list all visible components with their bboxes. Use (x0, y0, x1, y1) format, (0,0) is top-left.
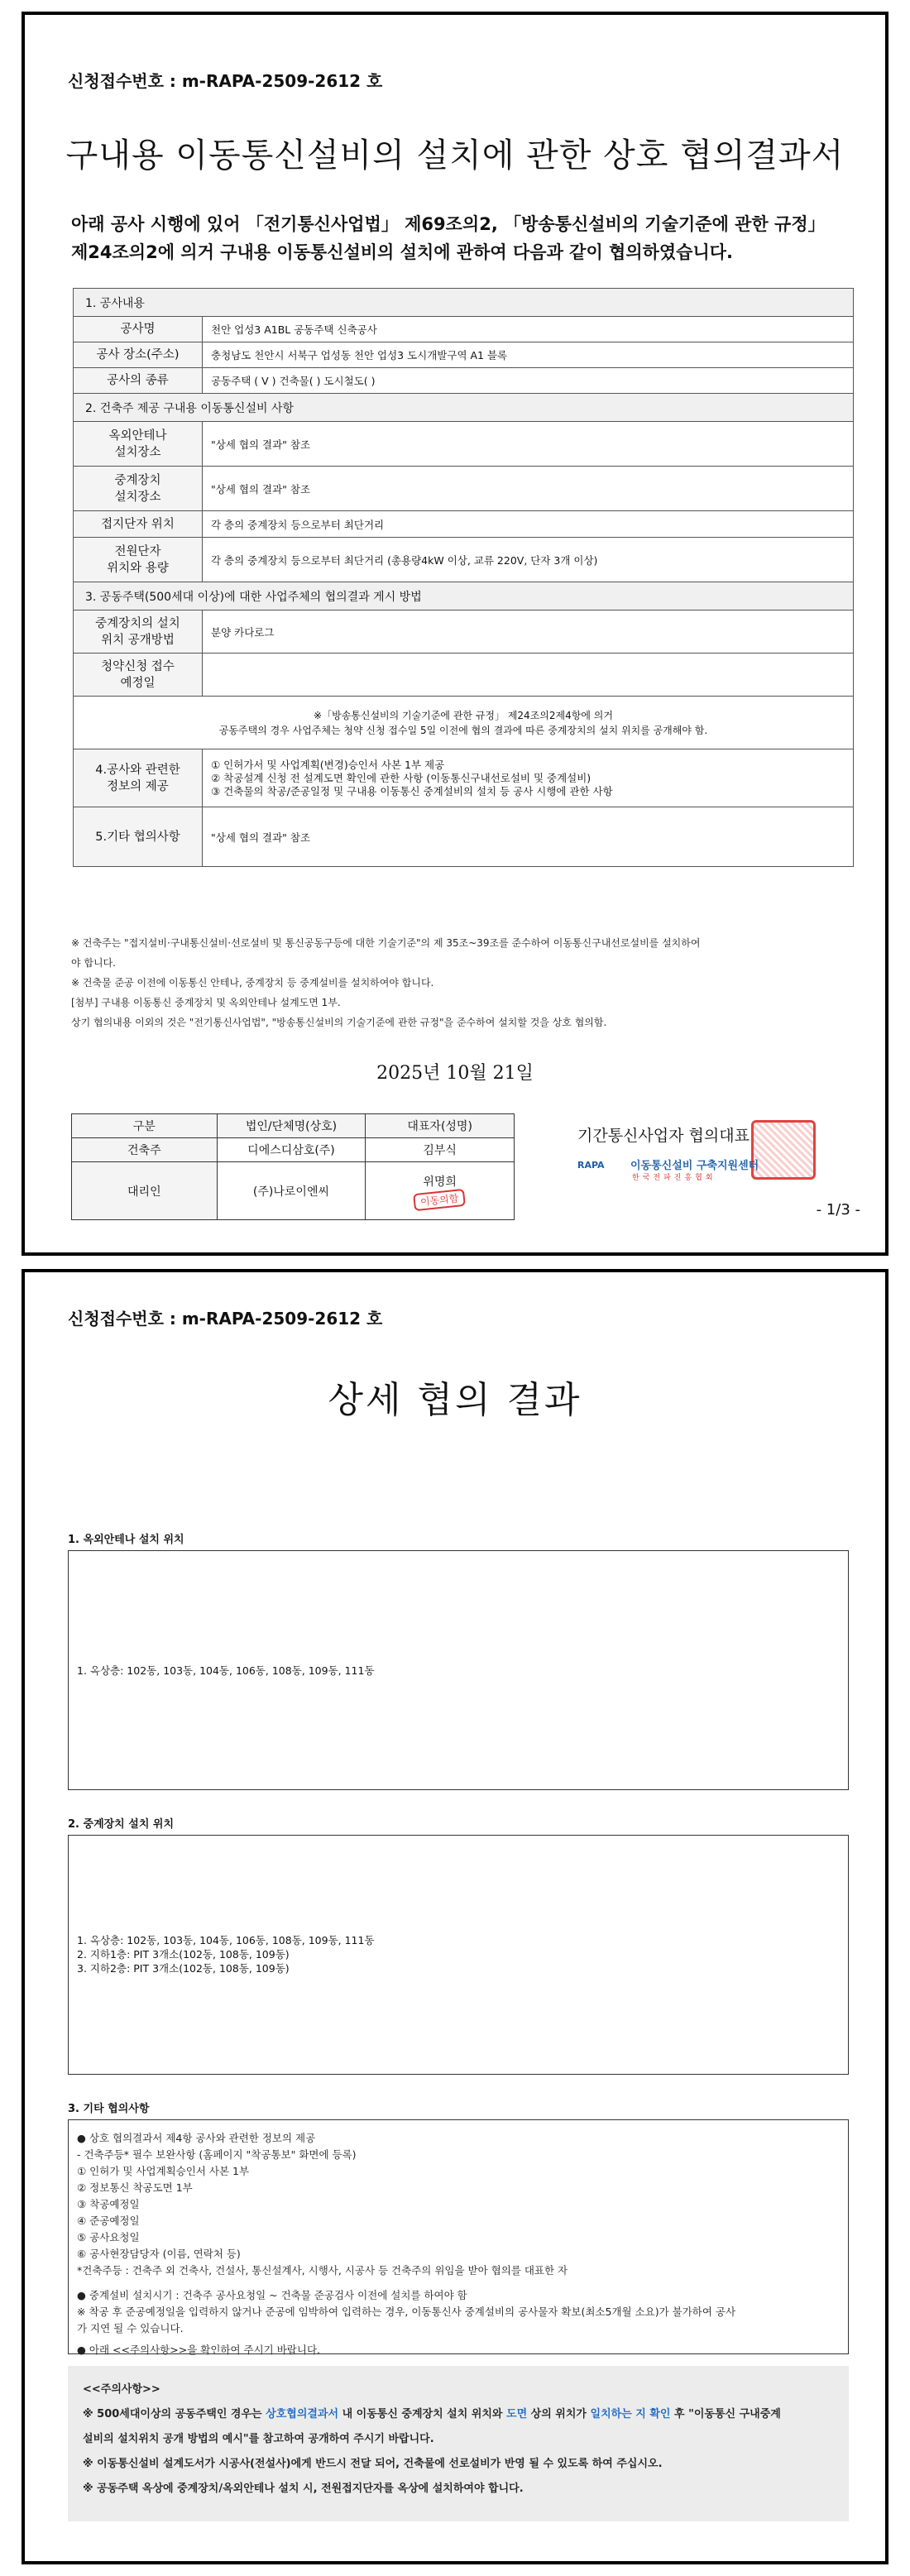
owner-rep: 김부식 (366, 1138, 515, 1162)
antenna-location-label (74, 422, 203, 467)
other-line-11: ※ 착공 후 준공예정일을 입력하지 않거나 준공에 임박하여 입력하는 경우, 이동통신사 중계설비의 공사물자 확보(최소5개월 소요)가 불가하여 공사 (77, 2305, 736, 2318)
disclosure-notice (74, 697, 854, 749)
info-item-1: ① 인허가서 및 사업계획(변경)승인서 사본 1부 제공 (211, 758, 445, 771)
relay-lines (77, 1933, 375, 1975)
caution-line-1 (83, 2402, 834, 2427)
antenna-location-value: "상세 협의 결과" 참조 (203, 422, 854, 467)
footnote-1-cont: 야 합니다. (71, 957, 116, 969)
other-line-6: ④ 준공예정일 (77, 2214, 140, 2227)
document-page-1 (22, 12, 888, 1256)
caution-1e: 상의 위치가 (527, 2408, 591, 2420)
info-item-2: ② 착공설계 신청 전 설계도면 확인에 관한 사항 (이동통신구내선로설비 및 중계설비) (211, 771, 592, 784)
antenna-location-box (68, 1550, 849, 1790)
section-2-header: 2. 건축주 제공 구내용 이동통신설비 사항 (74, 394, 854, 422)
rapa-org-sub: 한국전파진흥협회 (632, 1174, 716, 1182)
other-line-3: ① 인허가 및 사업계획승인서 사본 1부 (77, 2165, 250, 2177)
project-type-label: 공사의 종류 (74, 368, 203, 394)
caution-line-2: ※ 이동통신설비 설계도서가 시공사(전설사)에게 반드시 전달 되어, 건축물에 선로설비가 반영 될 수 있도록 하여 주십시오. (83, 2458, 663, 2470)
relay-label-line-2: 설치장소 (114, 490, 161, 504)
relay-section-title: 2. 중계장치 설치 위치 (68, 1818, 175, 1831)
rapa-org-name: 이동통신설비 구축지원센터 (630, 1160, 759, 1172)
relay-location-value: "상세 협의 결과" 참조 (203, 467, 854, 511)
caution-1c: 내 이동통신 중계장치 설치 위치와 (338, 2408, 507, 2420)
info-provision-list (203, 749, 854, 807)
caution-title: <<주의사항>> (83, 2383, 160, 2396)
agent-rep: 위명희 (423, 1175, 457, 1189)
other-line-10: ● 중계설비 설치시기 : 건축주 공사요청일 ~ 건축물 준공검사 이전에 설치를 하여야 함 (77, 2289, 467, 2301)
agreement-table (73, 288, 854, 867)
footnote-3: [첨부] 구내용 이동통신 중계장치 및 옥외안테나 설계도면 1부. (71, 997, 341, 1008)
owner-corp: 디에스디삼호(주) (217, 1138, 366, 1162)
antenna-line-1: 1. 옥상층: 102동, 103동, 104동, 106동, 108동, 109동, 111동 (77, 1664, 375, 1677)
other-line-9: *건축주등 : 건축주 외 건축사, 건설사, 통신설계사, 시행사, 시공사 등 건축주의 위임을 받아 협의를 대표한 자 (77, 2264, 568, 2277)
relay-label-line-1: 중계장치 (114, 473, 161, 487)
ground-terminal-label: 접지단자 위치 (74, 511, 203, 538)
other-agreement-value: "상세 협의 결과" 참조 (203, 807, 854, 867)
sign-header-rep: 대표자(성명) (366, 1114, 515, 1138)
section-1-header: 1. 공사내용 (74, 289, 854, 317)
caution-1-link-drawing: 도면 (506, 2408, 528, 2420)
carrier-representative (577, 1120, 826, 1186)
subscription-label-line-1: 청약신청 접수 (101, 659, 175, 673)
project-location-label: 공사 장소(주소) (74, 342, 203, 368)
antenna-section-title: 1. 옥외안테나 설치 위치 (68, 1534, 184, 1546)
disclosure-method-value: 분양 카다로그 (203, 610, 854, 654)
other-line-1: ● 상호 협의결과서 제4항 공사와 관련한 정보의 제공 (77, 2132, 316, 2144)
document-page-2 (22, 1269, 888, 2564)
other-agreement-label: 5.기타 협의사항 (74, 807, 203, 867)
agent-stamp: 이동의함 (414, 1189, 467, 1211)
project-name-label: 공사명 (74, 317, 203, 342)
official-seal-icon (751, 1120, 816, 1180)
other-line-5: ③ 착공예정일 (77, 2198, 140, 2210)
disclosure-label-line-1: 중계장치의 설치 (95, 616, 180, 630)
section-3-header: 3. 공동주택(500세대 이상)에 대한 사업주체의 협의결과 게시 방법 (74, 582, 854, 610)
notice-line-2: 공동주택의 경우 사업주체는 청약 신청 접수일 5일 이전에 협의 결과에 따른 중계장치의 설치 위치를 공개해야 함. (218, 724, 708, 736)
info-provision-label (74, 749, 203, 807)
intro-text (71, 210, 857, 266)
info-label-line-2: 정보의 제공 (107, 779, 169, 793)
power-terminal-label (74, 538, 203, 582)
other-line-13: ● 아래 <<주의사항>>을 확인하여 주시기 바랍니다. (77, 2344, 320, 2356)
relay-line-2: 2. 지하1층: PIT 3개소(102동, 108동, 109동) (77, 1948, 290, 1961)
subscription-date-label (74, 654, 203, 697)
footnote-2: ※ 건축물 준공 이전에 이동통신 안테나, 중계장치 등 중계설비를 설치하여야 합니다. (71, 977, 434, 989)
caution-1g: 후 "이동통신 구내중계 (670, 2408, 781, 2420)
project-location-value: 충청남도 천안시 서북구 업성동 천안 업성3 도시개발구역 A1 블록 (203, 342, 854, 368)
project-name-value: 천안 업성3 A1BL 공동주택 신축공사 (203, 317, 854, 342)
relay-location-label (74, 467, 203, 511)
rapa-logo: RAPA (577, 1160, 605, 1171)
antenna-label-line-2: 설치장소 (114, 445, 161, 459)
agreement-date: 2025년 10월 21일 (376, 1063, 534, 1084)
disclosure-method-label (74, 610, 203, 654)
caution-line-1-cont: 설비의 설치위치 공개 방법의 예시"를 참고하여 공개하여 주시기 바랍니다. (83, 2433, 434, 2445)
signature-table (71, 1113, 515, 1220)
page-number: - 1/3 - (816, 1201, 860, 1219)
relay-line-1: 1. 옥상층: 102동, 103동, 104동, 106동, 108동, 109동, 111동 (77, 1934, 375, 1946)
page-title: 구내용 이동통신설비의 설치에 관한 상호 협의결과서 (65, 136, 845, 175)
other-line-7: ⑤ 공사요청일 (77, 2231, 140, 2243)
owner-label: 건축주 (72, 1138, 218, 1162)
detail-title: 상세 협의 결과 (328, 1379, 582, 1421)
other-agreement-box (68, 2119, 849, 2354)
sign-header-division: 구분 (72, 1114, 218, 1138)
caution-1-link-match: 일치하는 지 확인 (590, 2408, 671, 2420)
info-item-3: ③ 건축물의 착공/준공일정 및 구내용 이동통신 중계설비의 설치 등 공사 시행에 관한 사항 (211, 784, 613, 797)
power-label-line-1: 전원단자 (114, 544, 161, 558)
power-terminal-value: 각 층의 중계장치 등으로부터 최단거리 (총용량4kW 이상, 교류 220V, 단자 3개 이상) (203, 538, 854, 582)
other-line-12: 가 지연 될 수 있습니다. (77, 2322, 184, 2334)
subscription-date-value (203, 654, 854, 697)
relay-line-3: 3. 지하2층: PIT 3개소(102동, 108동, 109동) (77, 1962, 290, 1975)
disclosure-label-line-2: 위치 공개방법 (101, 633, 175, 647)
agent-rep-cell (366, 1162, 515, 1220)
ground-terminal-value: 각 층의 중계장치 등으로부터 최단거리 (203, 511, 854, 538)
notice-line-1: ※「방송통신설비의 기술기준에 관한 규정」 제24조의2제4항에 의거 (314, 709, 613, 721)
sign-header-corp: 법인/단체명(상호) (217, 1114, 366, 1138)
carrier-rep-label: 기간통신사업자 협의대표 (577, 1127, 750, 1145)
agent-corp: (주)나로이엔씨 (217, 1162, 366, 1220)
intro-line-1: 아래 공사 시행에 있어 「전기통신사업법」 제69조의2, 「방송통신설비의 기술기준에 관한 규정」 (71, 214, 826, 234)
other-line-4: ② 정보통신 착공도면 1부 (77, 2181, 193, 2194)
other-section-title: 3. 기타 협의사항 (68, 2103, 150, 2115)
registration-number-2: 신청접수번호 : m-RAPA-2509-2612 호 (68, 1309, 383, 1329)
footnotes (71, 933, 857, 1032)
power-label-line-2: 위치와 용량 (107, 561, 169, 575)
footnote-1: ※ 건축주는 "접지설비·구내통신설비·선로설비 및 통신공동구등에 대한 기술기준"의 제 35조~39조를 준수하여 이동통신구내선로설비를 설치하여 (71, 937, 701, 949)
project-type-value: 공동주택 ( V ) 건축물( ) 도시철도( ) (203, 368, 854, 394)
other-line-8: ⑥ 공사현장담당자 (이름, 연락처 등) (77, 2248, 241, 2260)
footnote-4: 상기 협의내용 이외의 것은 "전기통신사업법", "방송통신설비의 기술기준에 관한 규정"을 준수하여 설치할 것을 상호 협의함. (71, 1017, 607, 1028)
caution-1-link-result: 상호협의결과서 (266, 2408, 339, 2420)
subscription-label-line-2: 예정일 (120, 676, 156, 690)
other-lines (77, 2130, 735, 2358)
caution-box (68, 2366, 849, 2521)
agent-label: 대리인 (72, 1162, 218, 1220)
intro-line-2: 제24조의2에 의거 구내용 이동통신설비의 설치에 관하여 다음과 같이 협의하였습니다. (71, 242, 734, 262)
other-line-2: - 건축주등* 필수 보완사항 (홈페이지 "착공통보" 화면에 등록) (77, 2148, 357, 2161)
caution-line-3: ※ 공동주택 옥상에 중계장치/옥외안테나 설치 시, 전원접지단자를 옥상에 설치하여야 합니다. (83, 2483, 524, 2495)
registration-number: 신청접수번호 : m-RAPA-2509-2612 호 (68, 71, 383, 91)
info-label-line-1: 4.공사와 관련한 (95, 763, 180, 777)
caution-1a: ※ 500세대이상의 공동주택인 경우는 (83, 2408, 266, 2420)
relay-location-box (68, 1835, 849, 2075)
antenna-label-line-1: 옥외안테나 (108, 429, 167, 443)
